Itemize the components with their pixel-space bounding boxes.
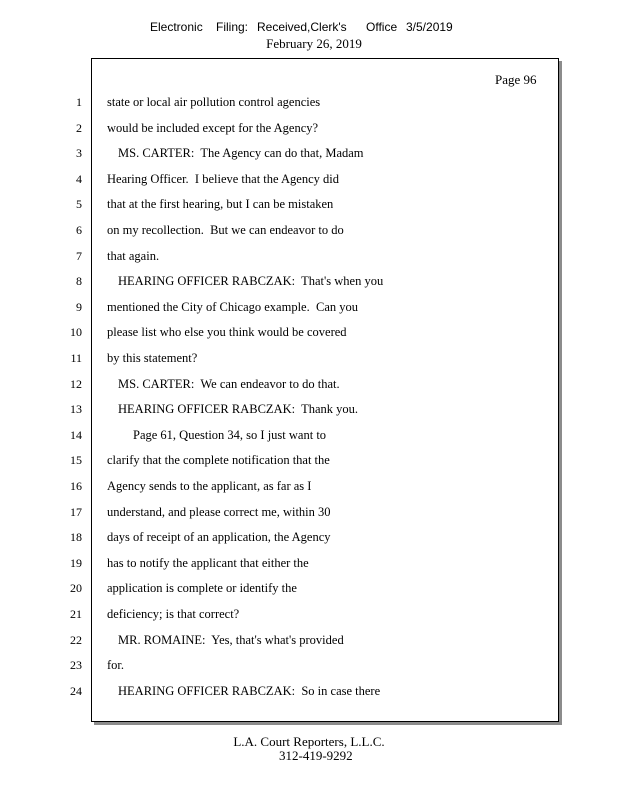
line-number: 19 bbox=[70, 555, 82, 570]
transcript-line bbox=[0, 143, 618, 163]
line-number: 13 bbox=[70, 402, 82, 417]
transcript-line bbox=[0, 655, 618, 675]
line-number: 7 bbox=[76, 248, 82, 263]
line-number: 18 bbox=[70, 530, 82, 545]
court-reporter-phone: 312-419-9292 bbox=[279, 748, 353, 763]
transcript-line bbox=[0, 553, 618, 573]
line-number: 10 bbox=[70, 325, 82, 340]
transcript-line bbox=[0, 502, 618, 522]
transcript-line bbox=[0, 169, 618, 189]
court-reporter-name: L.A. Court Reporters, L.L.C. bbox=[233, 734, 385, 749]
line-number: 9 bbox=[76, 299, 82, 314]
line-text: HEARING OFFICER RABCZAK: Thank you. bbox=[118, 402, 359, 417]
line-number: 21 bbox=[70, 607, 82, 621]
line-text: mentioned the City of Chicago example. Can you bbox=[107, 299, 358, 314]
line-text: on my recollection. But we can endeavor to do bbox=[107, 223, 344, 237]
transcript-line bbox=[0, 220, 618, 240]
line-number: 23 bbox=[70, 658, 82, 673]
transcript-line bbox=[0, 399, 618, 419]
line-text: that again. bbox=[107, 248, 160, 263]
line-text: by this statement? bbox=[107, 351, 198, 365]
line-number: 5 bbox=[76, 197, 82, 212]
line-text: application is complete or identify the bbox=[107, 581, 297, 596]
transcript-line bbox=[0, 425, 618, 445]
transcript-line bbox=[0, 374, 618, 394]
line-text: HEARING OFFICER RABCZAK: So in case there bbox=[118, 683, 381, 698]
transcript-line bbox=[0, 578, 618, 598]
filing-date: February 26, 2019 bbox=[266, 36, 362, 51]
transcript-line bbox=[0, 630, 618, 650]
filing-word: 3/5/2019 bbox=[406, 20, 453, 34]
line-text: understand, and please correct me, within 30 bbox=[107, 504, 331, 519]
line-text: MS. CARTER: The Agency can do that, Madam bbox=[118, 146, 364, 161]
line-text: would be included except for the Agency? bbox=[107, 120, 319, 135]
page-number: Page 96 bbox=[495, 72, 537, 87]
line-number: 24 bbox=[70, 683, 82, 698]
line-text: state or local air pollution control agencies bbox=[107, 95, 321, 109]
transcript-line bbox=[0, 271, 618, 291]
transcript-line bbox=[0, 322, 618, 342]
line-number: 8 bbox=[76, 274, 82, 289]
transcript-line bbox=[0, 92, 618, 112]
line-number: 11 bbox=[70, 351, 82, 365]
transcript-line bbox=[0, 118, 618, 138]
line-text: days of receipt of an application, the Agency bbox=[107, 530, 331, 545]
line-number: 15 bbox=[70, 453, 82, 468]
transcript-line bbox=[0, 348, 618, 368]
line-text: Hearing Officer. I believe that the Agency did bbox=[107, 171, 339, 186]
transcript-line bbox=[0, 604, 618, 624]
line-number: 6 bbox=[76, 223, 82, 237]
line-number: 1 bbox=[76, 95, 82, 109]
line-text: has to notify the applicant that either the bbox=[107, 555, 309, 570]
line-text: MR. ROMAINE: Yes, that's what's provided bbox=[118, 632, 344, 647]
line-number: 4 bbox=[76, 171, 82, 186]
line-number: 20 bbox=[70, 581, 82, 596]
line-number: 22 bbox=[70, 632, 82, 647]
filing-word: Received,Clerk's bbox=[257, 20, 347, 34]
line-number: 12 bbox=[70, 376, 82, 391]
transcript-line bbox=[0, 450, 618, 470]
transcript-line bbox=[0, 194, 618, 214]
line-text: HEARING OFFICER RABCZAK: That's when you bbox=[118, 274, 384, 289]
line-number: 16 bbox=[70, 479, 82, 493]
line-text: Agency sends to the applicant, as far as I bbox=[107, 479, 312, 493]
line-number: 3 bbox=[76, 146, 82, 161]
line-text: for. bbox=[107, 658, 125, 673]
line-text: MS. CARTER: We can endeavor to do that. bbox=[118, 376, 340, 391]
line-text: that at the first hearing, but I can be mistaken bbox=[107, 197, 334, 212]
transcript-line bbox=[0, 297, 618, 317]
line-text: Page 61, Question 34, so I just want to bbox=[133, 427, 327, 442]
line-number: 17 bbox=[70, 504, 82, 519]
transcript-line bbox=[0, 476, 618, 496]
transcript-line bbox=[0, 681, 618, 701]
line-number: 2 bbox=[76, 120, 82, 135]
transcript-line bbox=[0, 246, 618, 266]
line-text: please list who else you think would be covered bbox=[107, 325, 347, 340]
transcript-line bbox=[0, 527, 618, 547]
filing-word: Electronic bbox=[150, 20, 203, 34]
line-number: 14 bbox=[70, 427, 82, 442]
filing-word: Filing: bbox=[216, 20, 249, 34]
filing-word: Office bbox=[366, 20, 398, 34]
line-text: deficiency; is that correct? bbox=[107, 607, 240, 621]
line-text: clarify that the complete notification that the bbox=[107, 453, 330, 468]
